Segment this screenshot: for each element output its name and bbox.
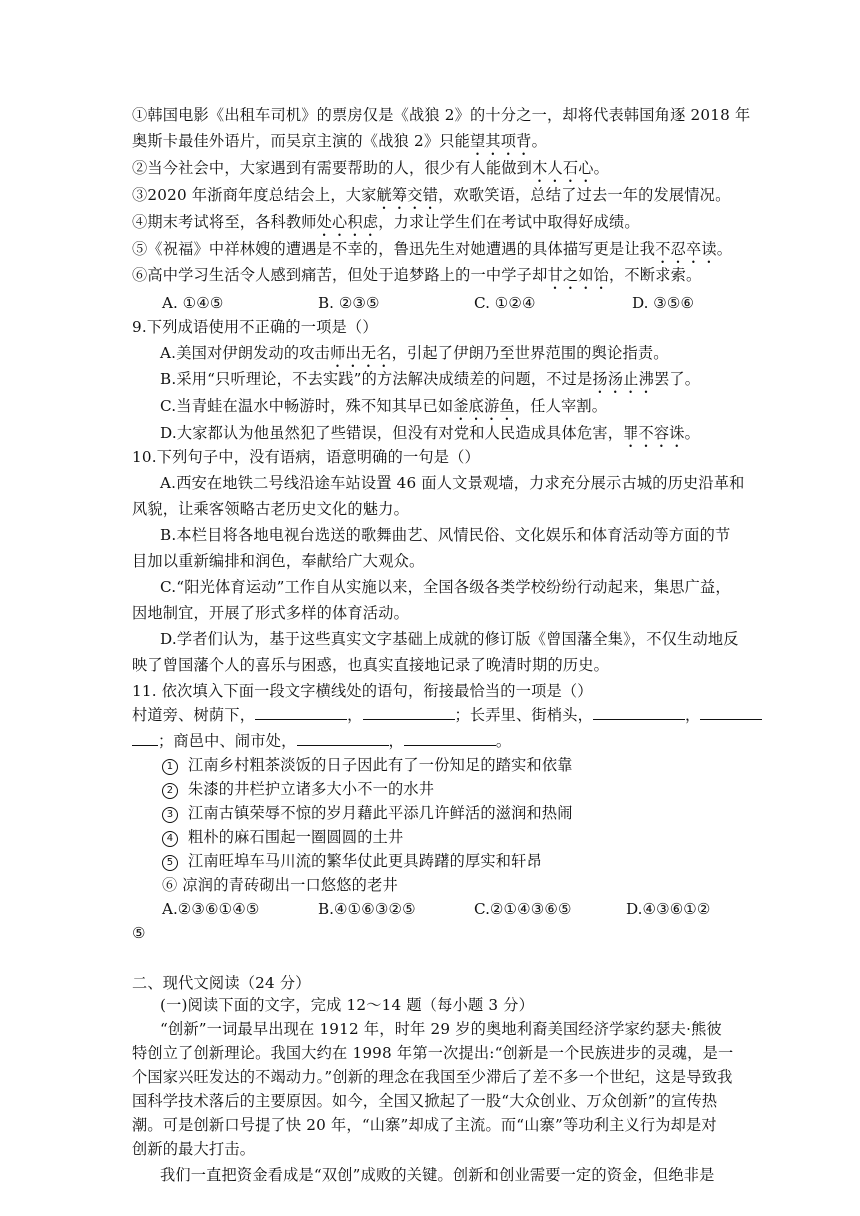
- q11-blank-2: [363, 704, 455, 720]
- q11-blank-6: [404, 730, 496, 746]
- q11-sep1: ，: [347, 706, 363, 724]
- q11-p2: ；长弄里、街梢头，: [454, 706, 593, 724]
- q9-a-end: ，引起了伊朗乃至世界范围的舆论指责。: [391, 344, 669, 362]
- passage-para-1-line-1: “创新”一词最早出现在 1912 年，时年 29 岁的奥地利裔美国经济学家约瑟夫·熊彼: [160, 1020, 722, 1038]
- q11-option-d: D.④③⑥①②: [626, 900, 711, 918]
- q9-a-idiom: 师出无名: [330, 344, 392, 362]
- q8-s4-text: ④期末考试将至，各科教师: [132, 213, 317, 231]
- q11-item-2-number: 2: [162, 783, 178, 799]
- passage-para-1-line-3: 个国家兴旺发达的不竭动力。”创新的理念在我国至少滞后了差不多一个世纪，这是导致我: [132, 1068, 733, 1086]
- q8-s6-text: ⑥高中学习生活令人感到痛苦，但处于追梦路上的一中学子却: [132, 266, 548, 284]
- q8-s4-end: ，力求让学生们在考试中取得好成绩。: [378, 213, 640, 231]
- q9-d-idiom: 罪不容诛: [623, 424, 685, 442]
- passage-para-1-line-6: 创新的最大打击。: [132, 1140, 256, 1158]
- q11-option-d-wrap: ⑤: [132, 924, 146, 942]
- q9-d-end: 。: [684, 424, 701, 442]
- passage-para-1-line-5: 潮。可是创新口号提了快 20 年，“山寨”却成了主流。而“山寨”等功利主义行为却是对: [132, 1116, 717, 1134]
- q11-item-3: [162, 802, 573, 824]
- q8-s3-idiom: 觥筹交错: [376, 186, 439, 204]
- q9-stem: 9.下列成语使用不正确的一项是（）: [132, 318, 378, 336]
- q8-s3-end: ，欢歌笑语，总结了过去一年的发展情况。: [438, 186, 731, 204]
- q11-blank-4-end: [132, 730, 158, 746]
- q11-passage-line-1: [132, 704, 762, 726]
- q11-option-b: B.④①⑥③②⑤: [318, 900, 416, 918]
- q11-passage-line-2: [132, 730, 511, 752]
- q8-s5-text: ⑤《祝福》中祥林嫂的遭遇是不幸的，鲁迅先生对她遭遇的具体描写更是让我: [132, 240, 656, 258]
- q10-option-b-line-2: 目加以重新编排和润色，奉献给广大观众。: [132, 552, 425, 570]
- q11-option-c: C.②①④③⑥⑤: [474, 900, 572, 918]
- q10-option-d-line-2: 映了曾国藩个人的喜乐与困惑，也真实直接地记录了晚清时期的历史。: [132, 656, 610, 674]
- q11-item-4-text: 粗朴的麻石围起一圈圆圆的土井: [188, 828, 404, 846]
- q11-item-1: [162, 754, 573, 776]
- q8-s1-idiom: 望其项背: [470, 132, 532, 150]
- q8-s6-end: ，不断求索。: [609, 266, 702, 284]
- q8-sentence-6: [132, 264, 701, 293]
- q10-option-a-line-2: 风貌，让乘客领略古老历史文化的魅力。: [132, 500, 409, 518]
- q11-item-1-number: 1: [162, 759, 178, 775]
- q11-item-4: [162, 826, 403, 848]
- q8-sentence-1-line-1: [132, 104, 750, 126]
- q11-blank-5: [297, 730, 389, 746]
- q10-option-b-line-1: B.本栏目将各地电视台选送的歌舞曲艺、风情民俗、文化娱乐和体育活动等方面的节: [160, 526, 731, 544]
- q11-end: 。: [495, 732, 512, 750]
- q8-sentence-5: [132, 238, 732, 267]
- q8-s1-text-b: 奥斯卡最佳外语片，而吴京主演的《战狼 2》只能: [132, 132, 471, 150]
- q11-item-2: [162, 778, 434, 800]
- q9-c-idiom: 釜底游鱼: [453, 397, 515, 415]
- q11-p3: ；商邑中、闹市处，: [158, 732, 297, 750]
- q8-s6-idiom: 甘之如饴: [547, 266, 610, 284]
- q11-item-2-text: 朱漆的井栏护立诸多大小不一的水井: [188, 780, 435, 798]
- q11-blank-4-start: [700, 704, 762, 720]
- passage-para-1-line-2: 特创立了创新理论。我国大约在 1998 年第一次提出:“创新是一个民族进步的灵魂，是一: [132, 1044, 734, 1062]
- section-2-subtitle: (一)阅读下面的文字，完成 12～14 题（每小题 3 分）: [160, 996, 535, 1014]
- q9-option-a: [160, 342, 669, 371]
- q8-s3-text: ③2020 年浙商年度总结会上，大家: [132, 186, 377, 204]
- passage-para-1-line-4: 国科学技术落后的主要原因。如今，全国又掀起了一股“大众创业、万众创新”的宣传热: [132, 1092, 718, 1110]
- q11-item-5-number: 5: [162, 855, 178, 871]
- q9-d-text: D.大家都认为他虽然犯了些错误，但没有对党和人民造成具体危害，: [160, 424, 624, 442]
- q11-sep2: ，: [685, 706, 701, 724]
- q11-sep3: ，: [388, 732, 404, 750]
- q9-a-text: A.美国对伊朗发动的攻击: [160, 344, 331, 362]
- q8-option-c: C. ①②④: [474, 294, 536, 312]
- q8-s5-idiom: 不忍卒读: [655, 240, 717, 258]
- q11-item-1-text: 江南乡村粗茶淡饭的日子因此有了一份知足的踏实和依靠: [188, 756, 573, 774]
- q11-blank-3: [593, 704, 685, 720]
- q11-stem: 11. 依次填入下面一段文字横线处的语句，衔接最恰当的一项是（）: [132, 682, 593, 700]
- q8-option-b: B. ②③⑤: [318, 294, 380, 312]
- q8-sentence-1-line-2: [132, 130, 547, 159]
- q8-s1-text: ①韩国电影《出租车司机》的票房仅是《战狼 2》的十分之一，却将代表韩国角逐 2018 年: [132, 106, 751, 124]
- q10-option-c-line-1: C.“阳光体育运动”工作自从实施以来，全国各级各类学校纷纷行动起来，集思广益，: [160, 578, 731, 596]
- q8-sentence-2: [132, 157, 609, 186]
- q8-option-a: A. ①④⑤: [162, 294, 224, 312]
- q11-item-3-number: 3: [162, 807, 178, 823]
- q11-item-5: [162, 850, 542, 872]
- q8-s2-idiom: 木人石心: [532, 159, 594, 177]
- q11-item-3-text: 江南古镇荣辱不惊的岁月藉此平添几许鲜活的滋润和热闹: [188, 804, 573, 822]
- q8-s1-text-c: 。: [531, 132, 547, 150]
- q11-option-a: A.②③⑥①④⑤: [162, 900, 260, 918]
- q11-blank-1: [255, 704, 347, 720]
- q11-item-6: ⑥ 凉润的青砖砌出一口悠悠的老井: [162, 876, 398, 894]
- q9-b-text: B.采用“只听理论，不去实践”的方法解决成绩差的问题，不过是: [160, 370, 593, 388]
- q8-sentence-3: [132, 184, 730, 213]
- q8-s2-text: ②当今社会中，大家遇到有需要帮助的人，很少有人能做到: [132, 159, 533, 177]
- q10-option-d-line-1: D.学者们认为，基于这些真实文字基础上成就的修订版《曾国藩全集》，不仅生动地反: [160, 630, 739, 648]
- q10-option-c-line-2: 因地制宜，开展了形式多样的体育活动。: [132, 604, 409, 622]
- q9-option-b: [160, 368, 700, 397]
- q11-item-5-text: 江南旺埠车马川流的繁华仗此更具踌躇的厚实和轩昂: [188, 852, 542, 870]
- q8-s4-idiom: 处心积虑: [316, 213, 379, 231]
- q10-stem: 10.下列句子中，没有语病，语意明确的一句是（）: [132, 448, 480, 466]
- q9-b-idiom: 扬汤止沸: [592, 370, 654, 388]
- q9-option-c: [160, 395, 607, 424]
- section-2-title: 二、现代文阅读（24 分）: [132, 974, 311, 992]
- q11-item-4-number: 4: [162, 831, 178, 847]
- q8-option-d: D. ③⑤⑥: [632, 294, 695, 312]
- q11-p1: 村道旁、树荫下，: [132, 706, 256, 724]
- passage-para-2-line-1: 我们一直把资金看成是“双创”成败的关键。创新和创业需要一定的资金，但绝非是: [160, 1166, 715, 1184]
- q10-option-a-line-1: A.西安在地铁二号线沿途车站设置 46 面人文景观墙，力求充分展示古城的历史沿革和: [160, 474, 745, 492]
- q9-c-text: C.当青蛙在温水中畅游时，殊不知其早已如: [160, 397, 454, 415]
- q8-s5-end: 。: [716, 240, 733, 258]
- q9-c-end: ，任人宰割。: [514, 397, 608, 415]
- q8-sentence-4: [132, 211, 640, 240]
- q9-b-end: 罢了。: [653, 370, 701, 388]
- q8-s2-end: 。: [593, 159, 610, 177]
